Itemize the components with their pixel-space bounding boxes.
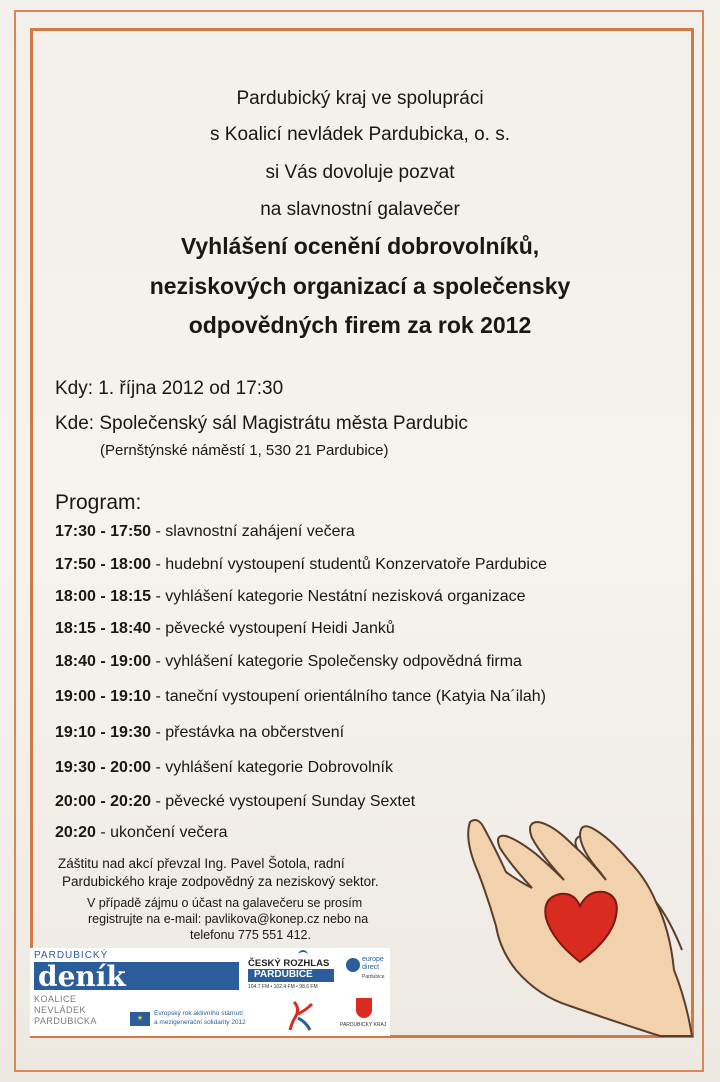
program-item-time: 17:30 - 17:50	[55, 523, 152, 540]
program-item-text: - vyhlášení kategorie Dobrovolník	[151, 759, 393, 776]
intro-line-3: si Vás dovoluje pozvat	[265, 162, 455, 183]
program-item	[55, 588, 525, 606]
program-item-time: 20:20	[55, 824, 96, 841]
program-item-time: 19:00 - 19:10	[55, 688, 152, 705]
dancer-logo-icon	[286, 998, 316, 1034]
patronage-line-1: Záštitu nad akcí převzal Ing. Pavel Šotola, radní	[58, 856, 345, 871]
hand-heart-illustration	[460, 810, 700, 1040]
patronage-line-2: Pardubického kraje zodpovědný za neziskový sektor.	[62, 874, 379, 889]
koalice-logo: KOALICE NEVLÁDEK PARDUBICKA	[34, 994, 97, 1026]
program-item	[55, 653, 522, 671]
sponsor-logos	[30, 948, 390, 1036]
eu-year-logo: ★ Evropský rok aktivního stárnutí a mezigenerační solidarity 2012	[130, 1010, 280, 1032]
program-item-text: - hudební vystoupení studentů Konzervatoře Pardubice	[151, 556, 547, 573]
program-title: Program:	[55, 491, 142, 514]
rozhlas-logo: ČESKÝ ROZHLAS PARDUBICE 104.7 FM • 102.4 FM • 98.6 FM	[246, 950, 338, 994]
program-item-time: 17:50 - 18:00	[55, 556, 152, 573]
program-item-text: - pěvecké vystoupení Heidi Janků	[151, 620, 395, 637]
program-item-time: 18:00 - 18:15	[55, 588, 152, 605]
intro-line-2: s Koalicí nevládek Pardubicka, o. s.	[210, 124, 510, 145]
program-item	[55, 556, 547, 574]
program-item-text: - pěvecké vystoupení Sunday Sextet	[151, 793, 416, 810]
program-item	[55, 620, 395, 638]
program-item	[55, 688, 546, 706]
program-item-text: - ukončení večera	[95, 824, 228, 841]
program-item	[55, 759, 393, 777]
program-item-text: - slavnostní zahájení večera	[151, 523, 355, 540]
event-address: (Pernštýnské náměstí 1, 530 21 Pardubice)	[100, 442, 389, 459]
program-item-time: 19:10 - 19:30	[55, 724, 152, 741]
program-item-time: 19:30 - 20:00	[55, 759, 152, 776]
denik-logo: PARDUBICKÝ deník	[34, 950, 239, 990]
event-venue: Kde: Společenský sál Magistrátu města Pardubic	[55, 413, 468, 434]
program-item-text: - vyhlášení kategorie Nestátní nezisková organizace	[151, 588, 526, 605]
headline-line-2: neziskových organizací a společensky	[149, 273, 571, 299]
intro-line-1: Pardubický kraj ve spolupráci	[236, 88, 484, 109]
program-item-time: 18:15 - 18:40	[55, 620, 152, 637]
kraj-logo: PARDUBICKÝ KRAJ	[340, 998, 388, 1034]
program-item-text: - taneční vystoupení orientálního tance (Katyia Na´ilah)	[151, 688, 546, 705]
kraj-shield-icon	[356, 998, 372, 1018]
intro-line-4: na slavnostní galavečer	[260, 199, 460, 220]
registration-line-1: V případě zájmu o účast na galavečeru se prosím	[87, 896, 363, 910]
program-item-time: 18:40 - 19:00	[55, 653, 152, 670]
event-date: Kdy: 1. října 2012 od 17:30	[55, 378, 284, 399]
program-item-text: - vyhlášení kategorie Společensky odpovědná firma	[151, 653, 522, 670]
program-item-text: - přestávka na občerstvení	[151, 724, 345, 741]
program-item	[55, 793, 415, 811]
program-item	[55, 523, 355, 541]
program-item	[55, 724, 344, 742]
headline-line-1: Vyhlášení ocenění dobrovolníků,	[180, 233, 540, 259]
program-item	[55, 824, 228, 842]
program-item-time: 20:00 - 20:20	[55, 793, 152, 810]
registration-line-2: registrujte na e-mail: pavlikova@konep.cz nebo na	[88, 912, 369, 926]
headline-line-3: odpovědných firem za rok 2012	[188, 312, 532, 338]
europe-direct-logo: europe direct Pardubice	[344, 954, 386, 994]
eu-flag-icon: ★	[130, 1012, 150, 1026]
registration-line-3: telefonu 775 551 412.	[190, 928, 311, 942]
